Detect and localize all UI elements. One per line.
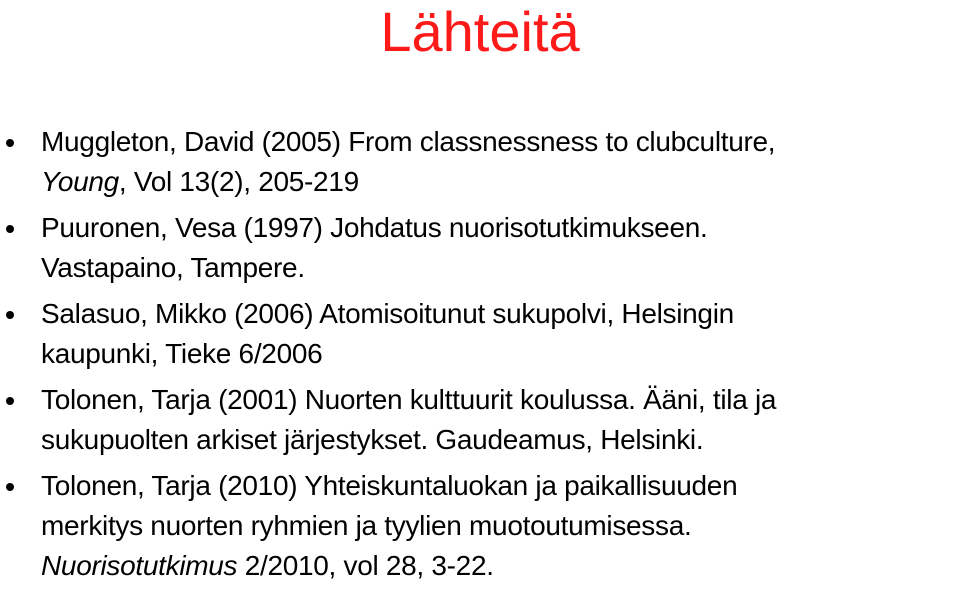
- reference-text: kaupunki, Tieke 6/2006: [41, 338, 323, 369]
- slide-title: Lähteitä: [380, 0, 580, 63]
- reference-line: [41, 294, 952, 334]
- bullet-icon: [6, 225, 14, 233]
- reference-text: Puuronen, Vesa (1997) Johdatus nuorisotutkimukseen.: [41, 212, 708, 243]
- reference-text: Salasuo, Mikko (2006) Atomisoitunut sukupolvi, Helsingin: [41, 298, 734, 329]
- reference-line: [41, 506, 952, 546]
- bullet-icon: [6, 311, 14, 319]
- bullet-icon: [6, 483, 14, 491]
- reference-line: [41, 248, 952, 288]
- bullet-icon: [6, 139, 14, 147]
- reference-text: Muggleton, David (2005) From classnessness to clubculture,: [41, 126, 776, 157]
- reference-line: [41, 466, 952, 506]
- reference-item: [0, 294, 960, 374]
- reference-line: [41, 420, 952, 460]
- reference-item: [0, 466, 960, 586]
- reference-text: sukupuolten arkiset järjestykset. Gaudeamus, Helsinki.: [41, 424, 704, 455]
- reference-text: 2/2010, vol 28, 3-22.: [237, 550, 494, 581]
- reference-item: [0, 380, 960, 460]
- reference-list: [0, 122, 960, 592]
- reference-text: Tolonen, Tarja (2010) Yhteiskuntaluokan ja paikallisuuden: [41, 470, 738, 501]
- reference-text: Vastapaino, Tampere.: [41, 252, 305, 283]
- reference-text: , Vol 13(2), 205-219: [118, 166, 359, 197]
- reference-item: [0, 208, 960, 288]
- reference-line: [41, 380, 952, 420]
- journal-name: Nuorisotutkimus: [41, 550, 238, 581]
- reference-line: [41, 334, 952, 374]
- bullet-icon: [6, 397, 14, 405]
- reference-line: [41, 162, 952, 202]
- reference-text: merkitys nuorten ryhmien ja tyylien muotoutumisessa.: [41, 510, 692, 541]
- reference-line: [41, 208, 952, 248]
- reference-item: [0, 122, 960, 202]
- reference-line: [41, 122, 952, 162]
- reference-line: [41, 546, 952, 586]
- journal-name: Young: [41, 166, 119, 197]
- reference-text: Tolonen, Tarja (2001) Nuorten kulttuurit koulussa. Ääni, tila ja: [41, 384, 777, 415]
